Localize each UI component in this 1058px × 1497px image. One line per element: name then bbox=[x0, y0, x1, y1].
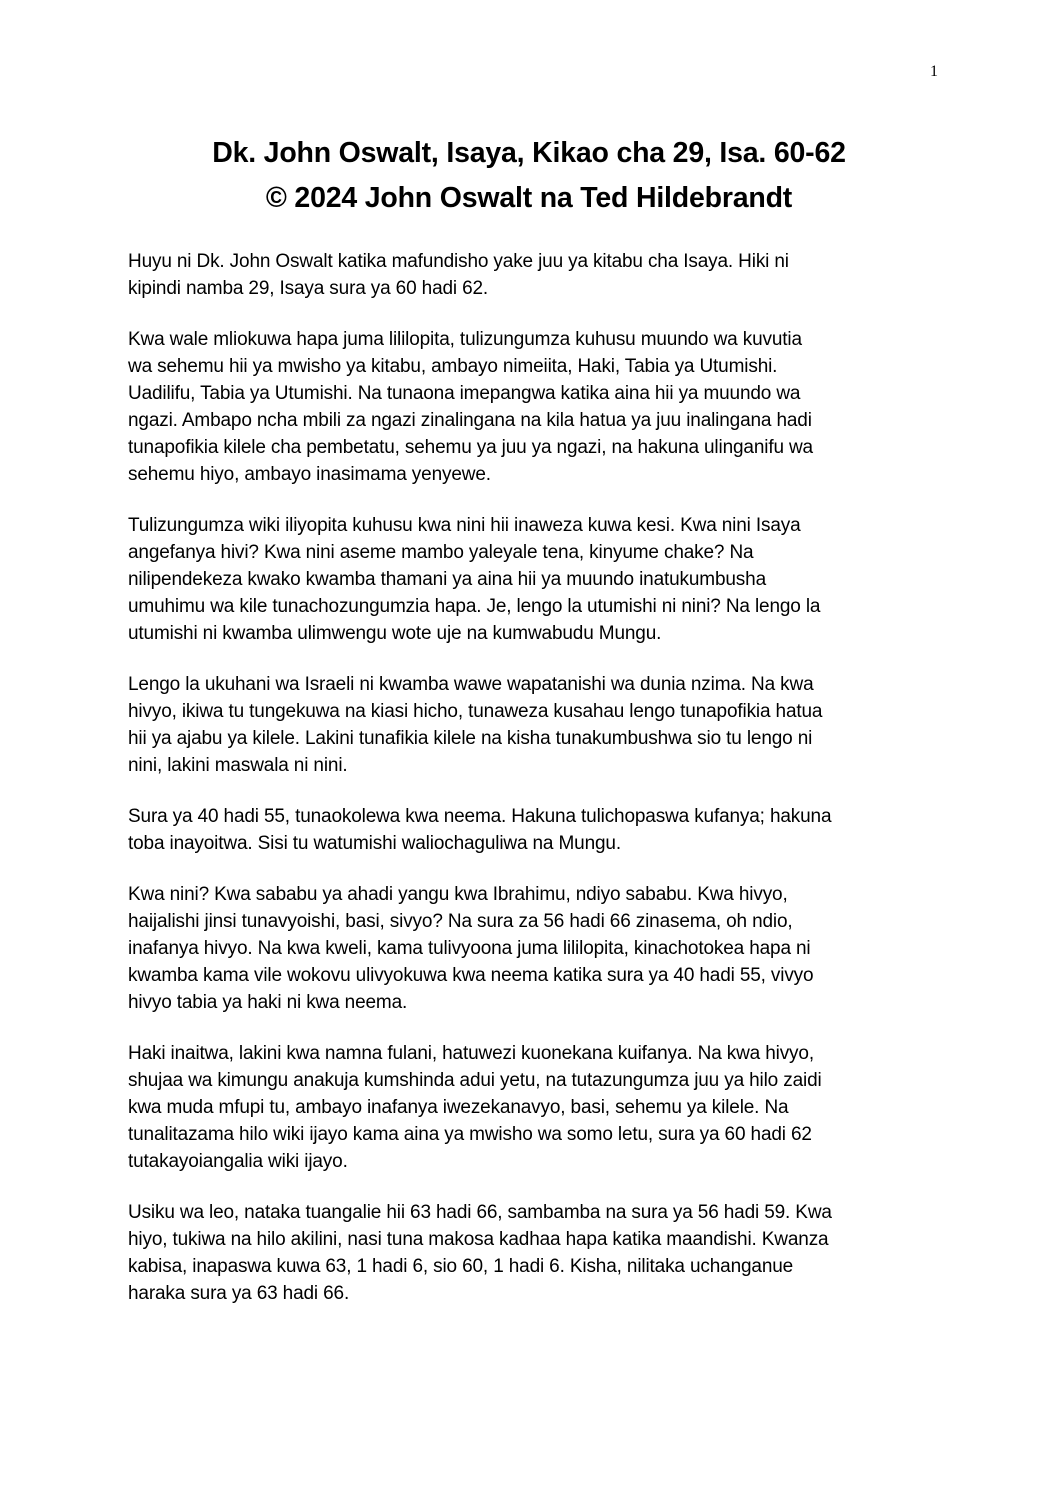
document-body bbox=[128, 248, 928, 1331]
paragraph-line: inafanya hivyo. Na kwa kweli, kama tulivyoona juma lililopita, kinachotokea hapa ni bbox=[128, 938, 811, 959]
paragraph-line: Haki inaitwa, lakini kwa namna fulani, hatuwezi kuonekana kuifanya. Na kwa hivyo, bbox=[128, 1043, 814, 1064]
paragraph-line: Sura ya 40 hadi 55, tunaokolewa kwa neema. Hakuna tulichopaswa kufanya; hakuna bbox=[128, 806, 832, 827]
paragraph-line: tunapofikia kilele cha pembetatu, sehemu ya juu ya ngazi, na hakuna ulinganifu wa bbox=[128, 437, 813, 458]
paragraph-line: kabisa, inapaswa kuwa 63, 1 hadi 6, sio 60, 1 hadi 6. Kisha, nilitaka uchanganue bbox=[128, 1256, 794, 1277]
title-line-2: © 2024 John Oswalt na Ted Hildebrandt bbox=[265, 182, 793, 214]
paragraph-2 bbox=[128, 326, 928, 488]
paragraph-line: tutakayoiangalia wiki ijayo. bbox=[128, 1151, 348, 1172]
paragraph-7 bbox=[128, 1040, 928, 1175]
paragraph-6 bbox=[128, 881, 928, 1016]
paragraph-line: shujaa wa kimungu anakuja kumshinda adui yetu, na tutazungumza juu ya hilo zaidi bbox=[128, 1070, 822, 1091]
paragraph-line: angefanya hivi? Kwa nini aseme mambo yaleyale tena, kinyume chake? Na bbox=[128, 542, 754, 563]
paragraph-line: hivyo tabia ya haki ni kwa neema. bbox=[128, 992, 408, 1013]
paragraph-line: Kwa wale mliokuwa hapa juma lililopita, tulizungumza kuhusu muundo wa kuvutia bbox=[128, 329, 802, 350]
paragraph-line: Tulizungumza wiki iliyopita kuhusu kwa nini hii inaweza kuwa kesi. Kwa nini Isaya bbox=[128, 515, 801, 536]
paragraph-line: tunalitazama hilo wiki ijayo kama aina ya mwisho wa somo letu, sura ya 60 hadi 62 bbox=[128, 1124, 812, 1145]
paragraph-line: hivyo, ikiwa tu tungekuwa na kiasi hicho, tunaweza kusahau lengo tunapofikia hatua bbox=[128, 701, 823, 722]
paragraph-line: umuhimu wa kile tunachozungumzia hapa. Je, lengo la utumishi ni nini? Na lengo la bbox=[128, 596, 821, 617]
paragraph-5 bbox=[128, 803, 928, 857]
paragraph-line: ngazi. Ambapo ncha mbili za ngazi zinalingana na kila hatua ya juu inalingana hadi bbox=[128, 410, 812, 431]
paragraph-1 bbox=[128, 248, 928, 302]
paragraph-4 bbox=[128, 671, 928, 779]
paragraph-line: haijalishi jinsi tunavyoishi, basi, sivyo? Na sura za 56 hadi 66 zinasema, oh ndio, bbox=[128, 911, 793, 932]
title-line-1: Dk. John Oswalt, Isaya, Kikao cha 29, Isa. 60-62 bbox=[212, 137, 846, 169]
page-number: 1 bbox=[930, 63, 938, 80]
paragraph-line: Uadilifu, Tabia ya Utumishi. Na tunaona imepangwa katika aina hii ya muundo wa bbox=[128, 383, 801, 404]
paragraph-line: haraka sura ya 63 hadi 66. bbox=[128, 1283, 350, 1304]
paragraph-line: wa sehemu hii ya mwisho ya kitabu, ambayo nimeiita, Haki, Tabia ya Utumishi. bbox=[128, 356, 778, 377]
paragraph-line: hiyo, tukiwa na hilo akilini, nasi tuna makosa kadhaa hapa katika maandishi. Kwanza bbox=[128, 1229, 829, 1250]
paragraph-line: Lengo la ukuhani wa Israeli ni kwamba wawe wapatanishi wa dunia nzima. Na kwa bbox=[128, 674, 814, 695]
paragraph-line: Kwa nini? Kwa sababu ya ahadi yangu kwa Ibrahimu, ndiyo sababu. Kwa hivyo, bbox=[128, 884, 788, 905]
paragraph-line: nini, lakini maswala ni nini. bbox=[128, 755, 348, 776]
paragraph-line: utumishi ni kwamba ulimwengu wote uje na kumwabudu Mungu. bbox=[128, 623, 662, 644]
paragraph-line: kwamba kama vile wokovu ulivyokuwa kwa neema katika sura ya 40 hadi 55, vivyo bbox=[128, 965, 814, 986]
paragraph-line: kwa muda mfupi tu, ambayo inafanya iwezekanavyo, basi, sehemu ya kilele. Na bbox=[128, 1097, 789, 1118]
paragraph-line: toba inayoitwa. Sisi tu watumishi waliochaguliwa na Mungu. bbox=[128, 833, 621, 854]
paragraph-line: Huyu ni Dk. John Oswalt katika mafundisho yake juu ya kitabu cha Isaya. Hiki ni bbox=[128, 251, 789, 272]
paragraph-line: nilipendekeza kwako kwamba thamani ya aina hii ya muundo inatukumbusha bbox=[128, 569, 766, 590]
paragraph-line: hii ya ajabu ya kilele. Lakini tunafikia kilele na kisha tunakumbushwa sio tu lengo ni bbox=[128, 728, 813, 749]
paragraph-line: sehemu hiyo, ambayo inasimama yenyewe. bbox=[128, 464, 491, 485]
paragraph-line: Usiku wa leo, nataka tuangalie hii 63 hadi 66, sambamba na sura ya 56 hadi 59. Kwa bbox=[128, 1202, 832, 1223]
paragraph-8 bbox=[128, 1199, 928, 1307]
paragraph-3 bbox=[128, 512, 928, 647]
paragraph-line: kipindi namba 29, Isaya sura ya 60 hadi 62. bbox=[128, 278, 489, 299]
document-title bbox=[60, 131, 998, 221]
